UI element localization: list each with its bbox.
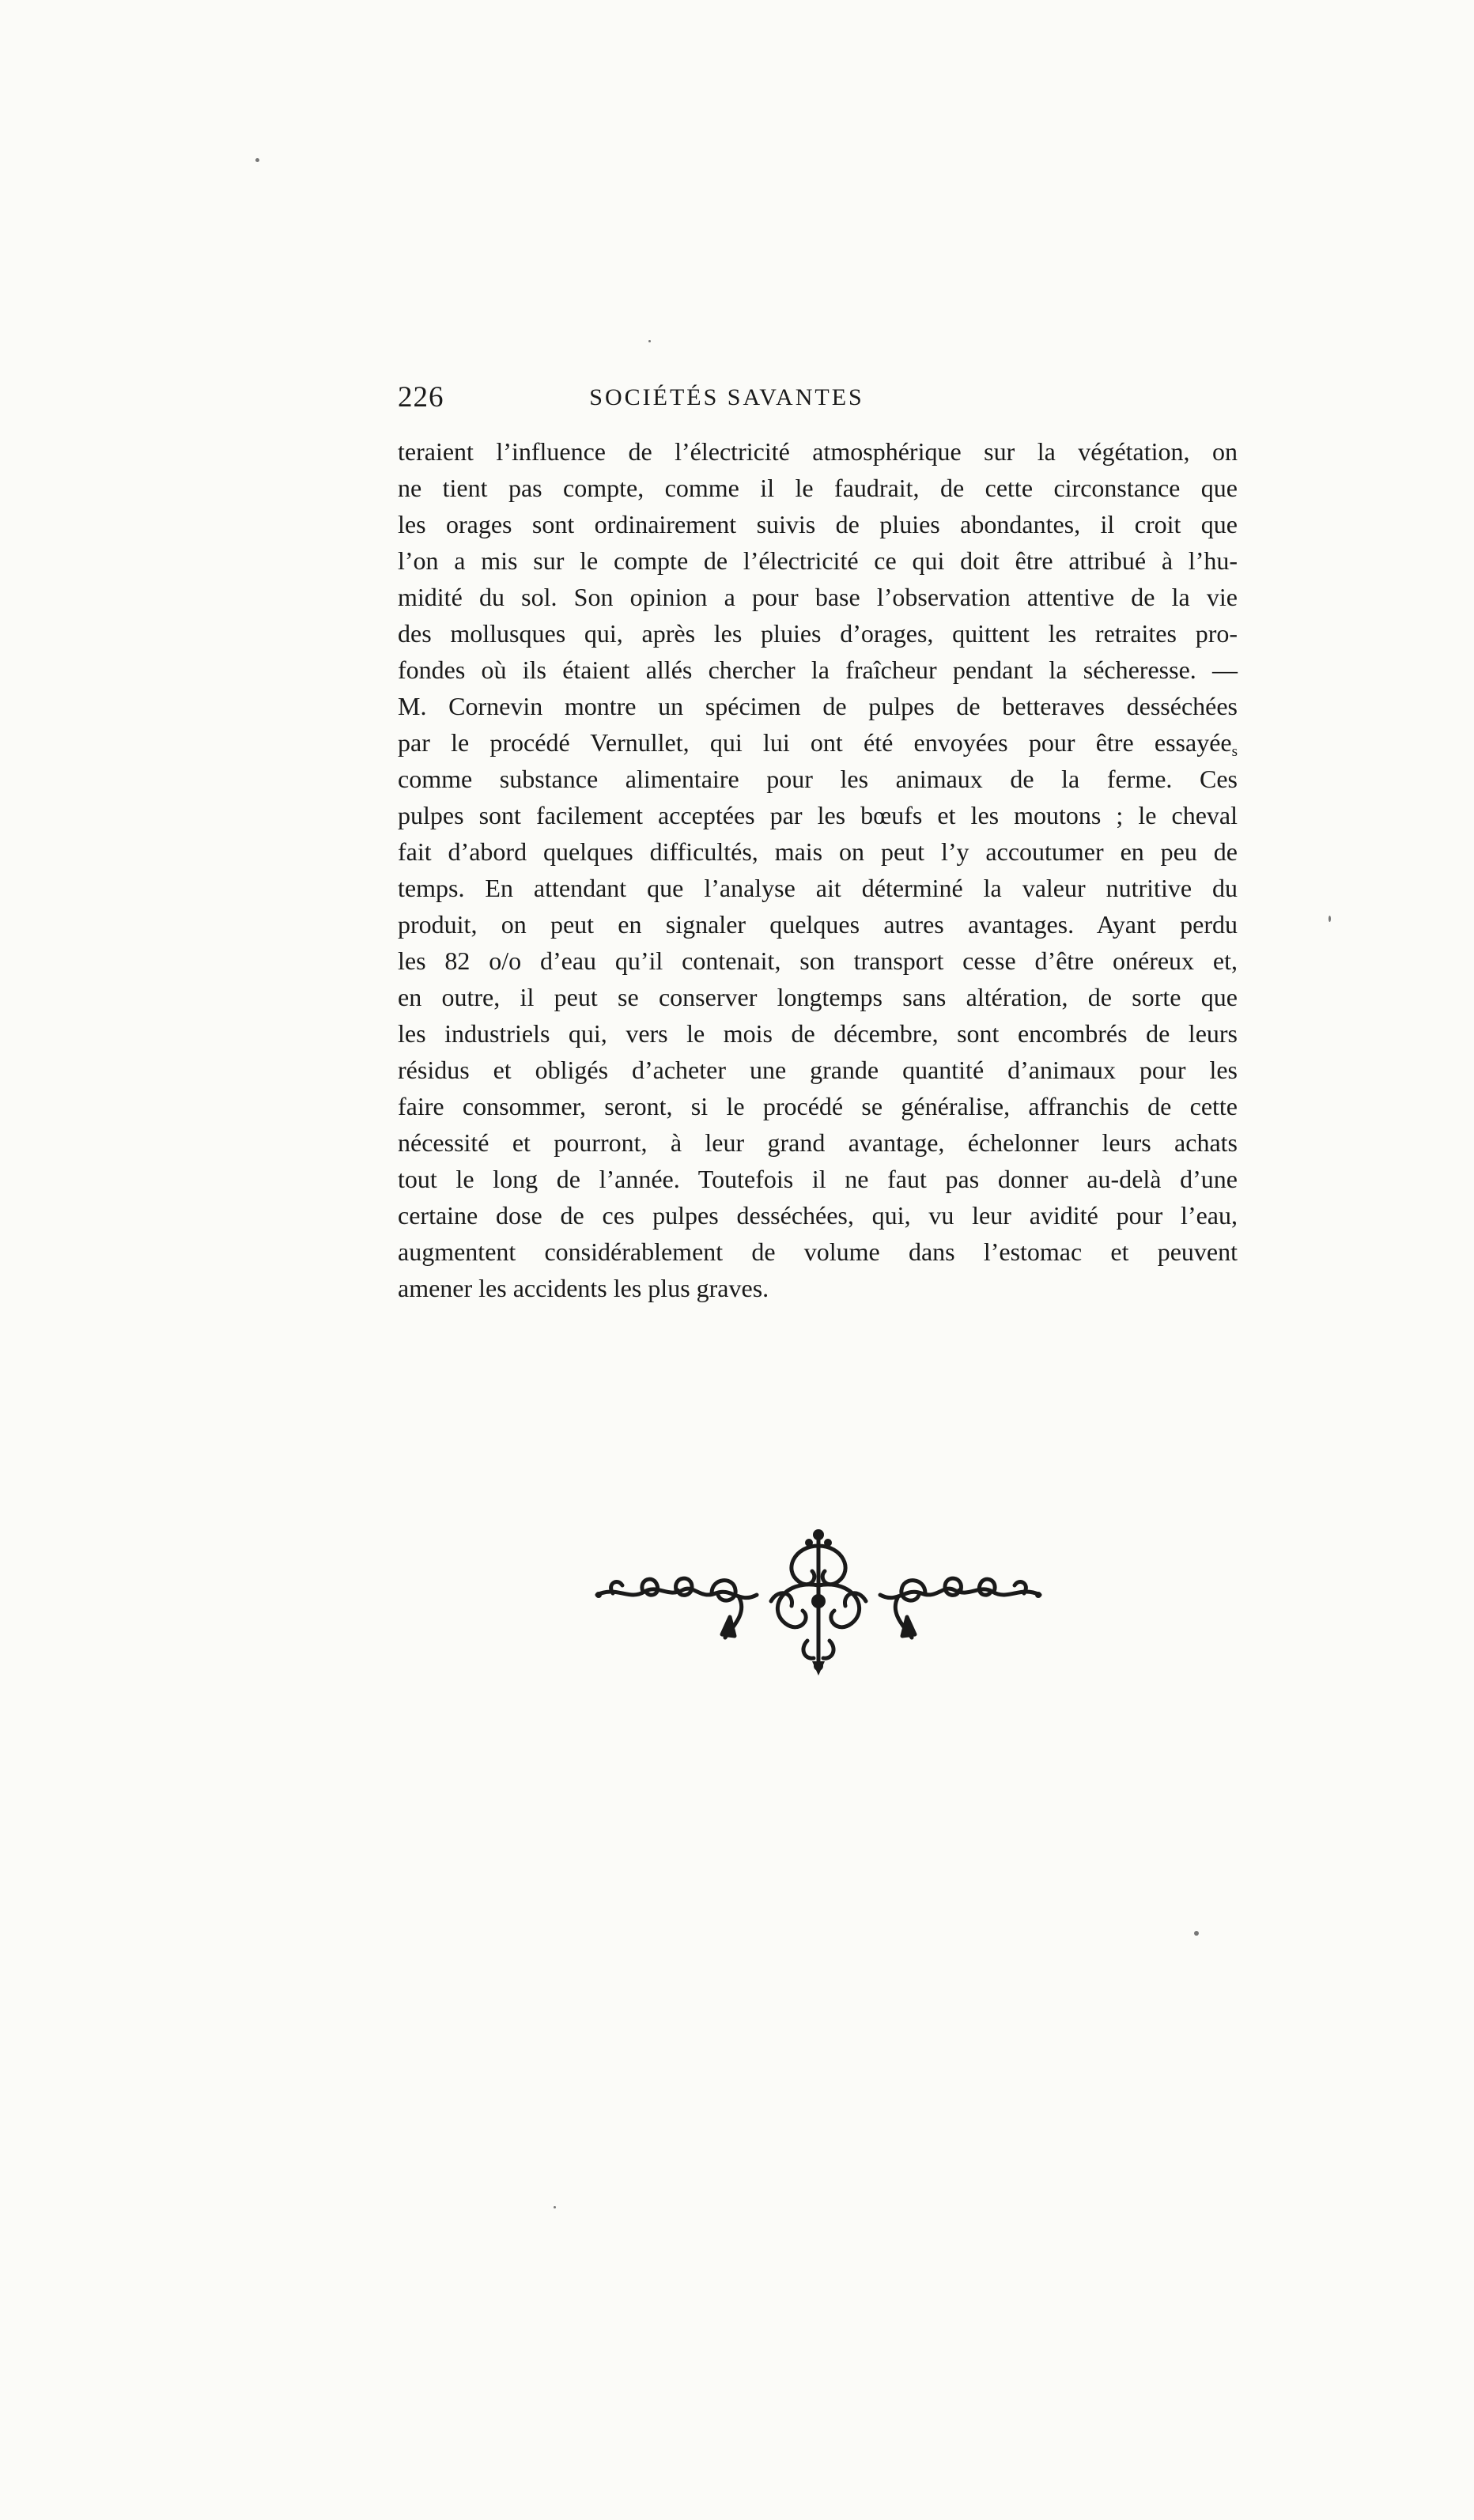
running-head — [398, 378, 1032, 417]
fleuron-tailpiece-icon — [581, 1522, 1056, 1680]
text-line: en outre, il peut se conserver longtemps sans altération, de sorte que — [398, 983, 1238, 1011]
paper-speck — [255, 158, 259, 162]
text-line-last: amener les accidents les plus graves. — [398, 1274, 769, 1302]
text-line: pulpes sont facilement acceptées par les bœufs et les moutons ; le cheval — [398, 801, 1238, 829]
text-line: tout le long de l’année. Toutefois il ne faut pas donner au-delà d’une — [398, 1165, 1238, 1193]
text-line: produit, on peut en signaler quelques autres avantages. Ayant perdu — [398, 910, 1238, 939]
text-line: les 82 o/o d’eau qu’il contenait, son transport cesse d’être onéreux et, — [398, 946, 1238, 975]
text-line: augmentent considérablement de volume dans l’estomac et peuvent — [398, 1237, 1238, 1266]
text-line: ne tient pas compte, comme il le faudrait, de cette circonstance que — [398, 474, 1238, 502]
text-line: nécessité et pourront, à leur grand avantage, échelonner leurs achats — [398, 1128, 1238, 1157]
text-line: certaine dose de ces pulpes desséchées, qui, vu leur avidité pour l’eau, — [398, 1201, 1238, 1230]
text-line: les industriels qui, vers le mois de décembre, sont encombrés de leurs — [398, 1019, 1238, 1048]
text-line: résidus et obligés d’acheter une grande quantité d’animaux pour les — [398, 1056, 1238, 1084]
paper-speck — [648, 340, 651, 342]
text-line: faire consommer, seront, si le procédé se généralise, affranchis de cette — [398, 1092, 1238, 1120]
text-line: temps. En attendant que l’analyse ait déterminé la valeur nutritive du — [398, 874, 1238, 902]
text-line-main: par le procédé Vernullet, qui lui ont été envoyées pour être essayée — [398, 728, 1232, 757]
text-line: l’on a mis sur le compte de l’électricité ce qui doit être attribué à l’hu- — [398, 546, 1238, 575]
text-line: teraient l’influence de l’électricité atmosphérique sur la végétation, on — [398, 437, 1238, 466]
text-line-with-subscript — [398, 724, 1238, 761]
paper-speck — [1194, 1931, 1199, 1936]
text-line: midité du sol. Son opinion a pour base l’observation attentive de la vie — [398, 583, 1238, 611]
running-title: SOCIÉTÉS SAVANTES — [589, 384, 864, 410]
text-line: M. Cornevin montre un spécimen de pulpes de betteraves desséchées — [398, 692, 1238, 720]
subscript-mark: s — [1231, 743, 1238, 760]
text-line: des mollusques qui, après les pluies d’orages, quittent les retraites pro- — [398, 619, 1238, 648]
text-line: fondes où ils étaient allés chercher la fraîcheur pendant la sécheresse. — — [398, 656, 1238, 684]
body-paragraph — [398, 433, 1238, 1366]
page-number: 226 — [398, 381, 444, 414]
text-line: comme substance alimentaire pour les animaux de la ferme. Ces — [398, 765, 1238, 793]
text-line: fait d’abord quelques difficultés, mais on peut l’y accoutumer en peu de — [398, 837, 1238, 866]
paper-speck — [1328, 916, 1331, 922]
paper-speck — [554, 2206, 556, 2208]
text-line: les orages sont ordinairement suivis de pluies abondantes, il croit que — [398, 510, 1238, 538]
